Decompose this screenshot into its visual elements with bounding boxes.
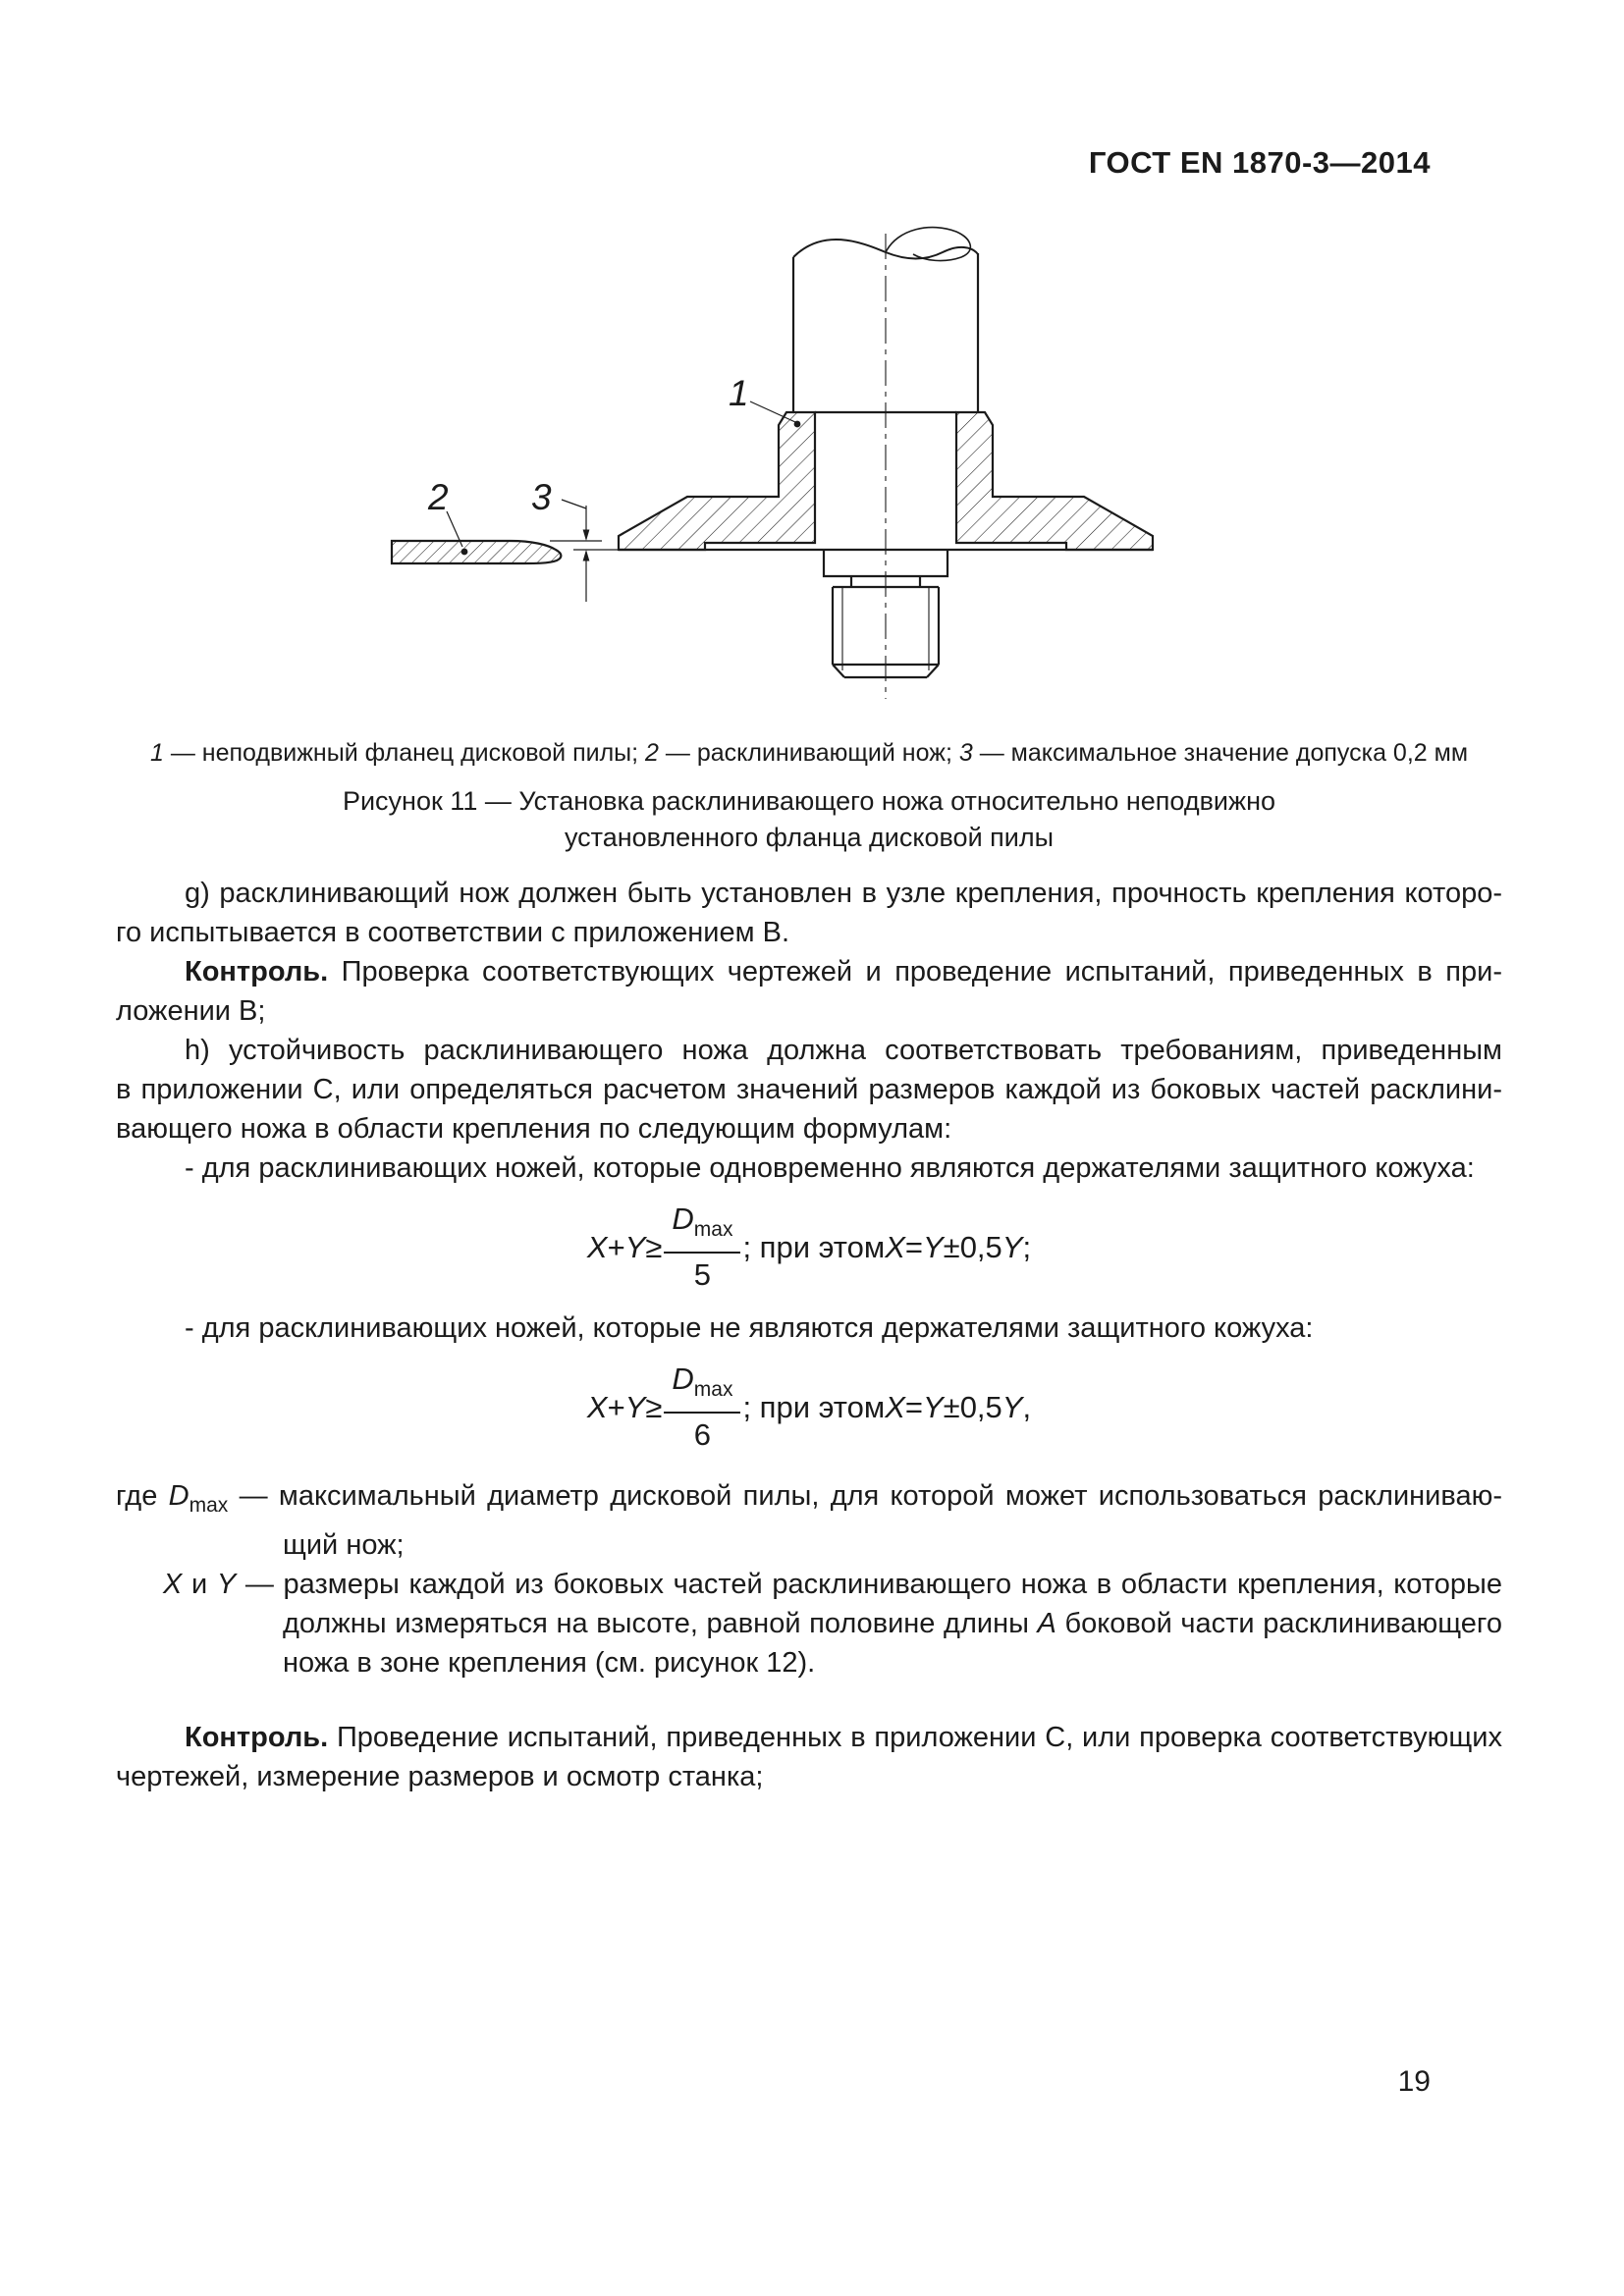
legend-num-2: 2 [645, 739, 659, 767]
paragraph-h-line2: в приложении C, или определяться расчетом значений размеров каждой из боковых частей расклини- [116, 1074, 1502, 1105]
paragraph-control-2-line2: чертежей, измерение размеров и осмотр станка; [116, 1761, 764, 1793]
formula-2-end: , [1022, 1389, 1032, 1424]
legend-text-3: — максимальное значение допуска 0,2 мм [972, 739, 1469, 767]
formula-2-eq: = [904, 1389, 923, 1424]
formula-1-x2: X [885, 1229, 905, 1264]
formula-2-plus: + [607, 1389, 625, 1424]
formula-1-eq: = [904, 1229, 923, 1264]
figure-caption-line2: установленного фланца дисковой пилы [564, 823, 1055, 852]
paragraph-control-1 [116, 952, 1502, 1031]
paragraph-h-line3: вающего ножа в области крепления по следующим формулам: [116, 1113, 952, 1145]
leader-dot-2 [461, 549, 468, 556]
formula-1-dmax-sub: max [693, 1218, 733, 1242]
formula-1-fraction [664, 1201, 740, 1293]
where-dmax-line1 [116, 1476, 1502, 1525]
formula-1-geq: ≥ [645, 1229, 663, 1264]
formula-2 [116, 1362, 1502, 1453]
page-content [116, 226, 1502, 1796]
bullet-holder-knives: - для расклинивающих ножей, которые одновременно являются держателями защитного кожуха: [185, 1152, 1475, 1184]
formula-2-coef: 0,5 [959, 1389, 1002, 1424]
where-d-def: максимальный диаметр дисковой пилы, для которой может использоваться расклиниваю- [278, 1480, 1502, 1513]
formula-1-tail: ; при этом [742, 1229, 886, 1264]
paragraph-control-1-line1 [116, 952, 1502, 991]
callout-label-1: 1 [729, 373, 749, 413]
paragraph-h-line1: h) устойчивость расклинивающего ножа должна соответствовать требованиям, приведенным [185, 1035, 1502, 1066]
paragraph-g-line2: го испытывается в соответствии с приложением B. [116, 917, 790, 948]
where-gde: где [116, 1480, 169, 1513]
where-d: D [168, 1480, 189, 1513]
bullet-non-holder-knives: - для расклинивающих ножей, которые не являются держателями защитного кожуха: [185, 1312, 1314, 1345]
paragraph-control-2 [116, 1718, 1502, 1796]
formula-2-fraction [664, 1362, 740, 1453]
where-dash1: — [228, 1480, 279, 1513]
formula-2-y: Y [624, 1389, 646, 1424]
dim-arrow-up [583, 550, 590, 561]
formula-2-dmax-sub: max [693, 1378, 733, 1402]
where-var-a: A [1037, 1608, 1056, 1640]
control-2-rest: Проведение испытаний, приведенных в приложении C, или проверка соответствующих [328, 1722, 1502, 1754]
where-definitions [116, 1476, 1502, 1682]
page-number: 19 [1397, 2065, 1431, 2098]
formula-2-pm: ± [943, 1389, 960, 1424]
control-lead: Контроль. [185, 956, 329, 988]
tolerance-dimension [550, 500, 620, 602]
formula-1-y2: Y [922, 1229, 944, 1264]
standard-code-header: ГОСТ EN 1870-3—2014 [1088, 145, 1431, 180]
body-text [116, 874, 1502, 1796]
formula-1-pm: ± [943, 1229, 960, 1264]
callout-label-3: 3 [531, 477, 552, 517]
formula-2-numerator [664, 1362, 740, 1414]
formula-2-tail: ; при этом [742, 1389, 886, 1424]
figure-caption-line1: Рисунок 11 — Установка расклинивающего ножа относительно неподвижно [342, 786, 1276, 816]
figure-11-area [116, 226, 1502, 732]
paragraph-g [116, 874, 1502, 952]
where-xy-def2b: боковой части расклинивающего [1056, 1608, 1502, 1640]
formula-1 [116, 1201, 1502, 1293]
figure-11-drawing [221, 226, 1232, 707]
legend-num-3: 3 [958, 739, 973, 767]
formula-2-geq: ≥ [645, 1389, 663, 1424]
formula-1-plus: + [607, 1229, 625, 1264]
where-xy-def2a: должны измеряться на высоте, равной половине длины [283, 1608, 1038, 1640]
paragraph-h [116, 1031, 1502, 1148]
control-2-lead: Контроль. [185, 1722, 329, 1754]
formula-1-y: Y [624, 1229, 646, 1264]
where-x: X [163, 1569, 183, 1601]
formula-1-y3: Y [1001, 1229, 1023, 1264]
where-xy-def: размеры каждой из боковых частей расклинивающего ножа в области крепления, которые [283, 1569, 1502, 1601]
formula-2-x2: X [885, 1389, 905, 1424]
where-xy-line3: ножа в зоне крепления (см. рисунок 12). [283, 1647, 816, 1680]
riving-knife-section [392, 541, 561, 563]
formula-1-end: ; [1022, 1229, 1032, 1264]
dim-arrow-down [583, 530, 590, 542]
formula-1-denominator: 5 [693, 1257, 712, 1293]
legend-text-2: — расклинивающий нож; [658, 739, 959, 767]
formula-2-x: X [586, 1389, 608, 1424]
paragraph-control-2-line1 [116, 1718, 1502, 1757]
formula-1-coef: 0,5 [959, 1229, 1002, 1264]
formula-2-y3: Y [1001, 1389, 1023, 1424]
formula-2-y2: Y [922, 1389, 944, 1424]
leader-dot-1 [794, 421, 801, 428]
figure-legend [116, 740, 1502, 766]
figure-caption [116, 783, 1502, 856]
formula-1-numerator [664, 1201, 740, 1254]
fixed-flange-left-section [619, 412, 815, 550]
where-dmax-line2: щий нож; [283, 1529, 405, 1562]
where-y: Y [216, 1569, 237, 1601]
callout-label-2: 2 [428, 477, 449, 517]
where-and: и [182, 1569, 217, 1601]
where-d-sub: max [189, 1494, 229, 1518]
formula-2-d: D [672, 1362, 694, 1397]
legend-num-1: 1 [149, 739, 164, 767]
formula-1-d: D [672, 1201, 694, 1236]
fixed-flange-right-section [956, 412, 1153, 550]
paragraph-control-1-line2: ложении B; [116, 995, 266, 1027]
legend-text-1: — неподвижный фланец дисковой пилы; [163, 739, 646, 767]
where-xy-line2 [283, 1604, 1502, 1643]
where-dash2: — [236, 1569, 284, 1601]
paragraph-g-line1: g) расклинивающий нож должен быть установлен в узле крепления, прочность крепления которо- [185, 878, 1502, 909]
where-xy-line1 [163, 1565, 1502, 1604]
formula-1-x: X [586, 1229, 608, 1264]
control-rest: Проверка соответствующих чертежей и проведение испытаний, приведенных в при- [328, 956, 1502, 988]
formula-2-denominator: 6 [693, 1417, 712, 1453]
